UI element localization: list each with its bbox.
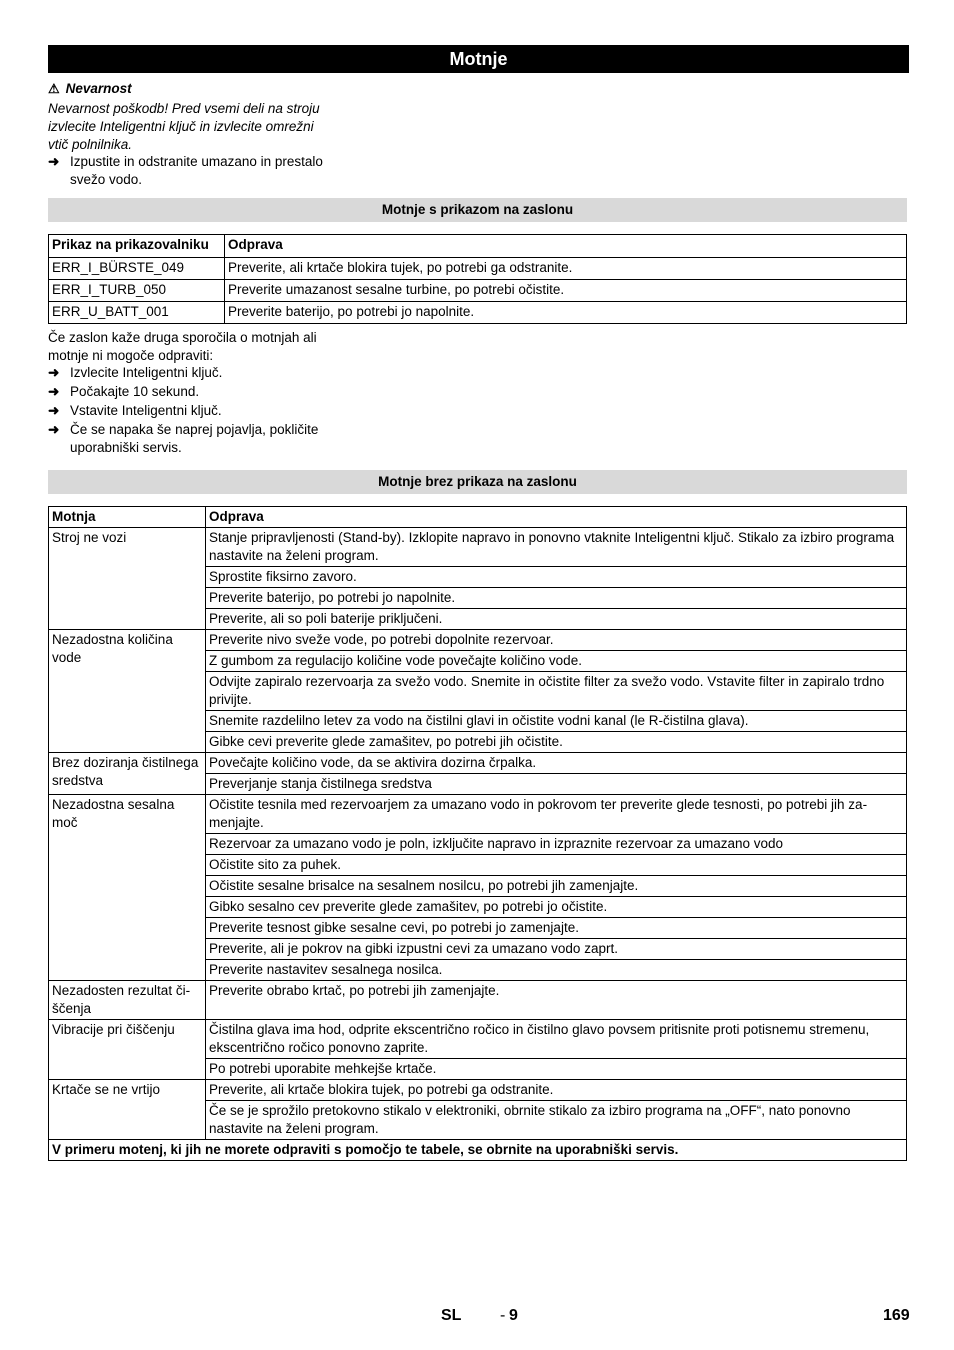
- fault-cell: Nezadostna sesalna moč: [49, 795, 206, 981]
- page-title: Motnje: [48, 45, 909, 73]
- table-cell: Preverite umazanost sesalne turbine, po potrebi očistite.: [225, 280, 907, 302]
- fix-cell: Z gumbom za regulacijo količine vode povečajte količino vode.: [206, 651, 907, 672]
- fix-cell: Preverite nastavitev sesalnega nosilca.: [206, 960, 907, 981]
- table-cell: ERR_I_TURB_050: [49, 280, 225, 302]
- table-header: Prikaz na prikazovalniku: [49, 235, 225, 258]
- fix-cell: Rezervoar za umazano vodo je poln, izključite napravo in izpraznite rezervoar za umazano vodo: [206, 834, 907, 855]
- table-header: Odprava: [225, 235, 907, 258]
- fix-cell: Čistilna glava ima hod, odprite ekscentrično ročico in čistilno glavo povsem pritisnite proti potisnemu stremenu, ekscentrično ročico ponovno zaprite.: [206, 1020, 907, 1059]
- footer-separator: -: [500, 1307, 506, 1324]
- warning-text: Nevarnost poškodb! Pred vsemi deli na stroju izvlecite Inteligentni ključ in izvlecite omrežni vtič polnilnika.: [48, 101, 320, 152]
- fix-cell: Preverite, ali so poli baterije priključeni.: [206, 609, 907, 630]
- middle-steps: [48, 364, 328, 457]
- table-header: Odprava: [206, 507, 907, 528]
- fix-cell: Preverjanje stanja čistilnega sredstva: [206, 774, 907, 795]
- table-cell: Preverite, ali krtače blokira tujek, po potrebi ga odstranite.: [225, 258, 907, 280]
- list-item: [48, 402, 328, 420]
- fix-cell: Gibko sesalno cev preverite glede zamašitev, po potrebi jo očistite.: [206, 897, 907, 918]
- fix-cell: Preverite tesnost gibke sesalne cevi, po potrebi jo zamenjajte.: [206, 918, 907, 939]
- fix-cell: Odvijte zapiralo rezervoarja za svežo vodo. Snemite in očistite filter za svežo vodo. Vstavite filter in zapiralo trdno privijte.: [206, 672, 907, 711]
- arrow-right-icon: ➜: [48, 365, 60, 380]
- list-item: [48, 364, 328, 382]
- fault-cell: Nezadosten rezultat čiščenja: [49, 981, 206, 1020]
- fix-cell: Če se je sprožilo pretokovno stikalo v elektroniki, obrnite stikalo za izbiro programa na „OFF“, nato ponovno nastavite na želeni program.: [206, 1101, 907, 1140]
- table-cell: Preverite baterijo, po potrebi jo napolnite.: [225, 302, 907, 324]
- fault-cell: Nezadostna količina vode: [49, 630, 206, 753]
- table-cell: ERR_U_BATT_001: [49, 302, 225, 324]
- footer-local-page: 9: [509, 1307, 518, 1324]
- warning-triangle-icon: ⚠: [48, 81, 60, 96]
- footer-language: SL: [441, 1307, 462, 1324]
- arrow-right-icon: ➜: [48, 384, 60, 399]
- arrow-right-icon: ➜: [48, 403, 60, 418]
- fault-cell: Krtače se ne vrtijo: [49, 1080, 206, 1140]
- list-item: [48, 383, 328, 401]
- warning-title: [48, 80, 132, 98]
- arrow-right-icon: ➜: [48, 154, 60, 169]
- display-faults-table: [48, 234, 907, 324]
- fix-cell: Povečajte količino vode, da se aktivira dozirna črpalka.: [206, 753, 907, 774]
- table-cell: ERR_I_BÜRSTE_049: [49, 258, 225, 280]
- fix-cell: Preverite baterijo, po potrebi jo napolnite.: [206, 588, 907, 609]
- table-footer-note: V primeru motenj, ki jih ne morete odpraviti s pomočjo te tabele, se obrnite na uporabniški servis.: [49, 1140, 907, 1161]
- fix-cell: Preverite obrabo krtač, po potrebi jih zamenjajte.: [206, 981, 907, 1020]
- fault-cell: Stroj ne vozi: [49, 528, 206, 630]
- middle-intro: Če zaslon kaže druga sporočila o motnjah ali motnje ni mogoče odpraviti:: [48, 330, 317, 363]
- arrow-right-icon: ➜: [48, 422, 60, 437]
- fault-cell: Vibracije pri čiščenju: [49, 1020, 206, 1080]
- fix-cell: Preverite, ali krtače blokira tujek, po potrebi ga odstranite.: [206, 1080, 907, 1101]
- fix-cell: Po potrebi uporabite mehkejše krtače.: [206, 1059, 907, 1080]
- fix-cell: Preverite, ali je pokrov na gibki izpustni cevi za umazano vodo zaprt.: [206, 939, 907, 960]
- table-header: Motnja: [49, 507, 206, 528]
- section1-title: Motnje s prikazom na zaslonu: [48, 198, 907, 222]
- faults-table: [48, 506, 907, 1161]
- step-text: Če se napaka še naprej pojavlja, pokličite uporabniški servis.: [70, 422, 319, 455]
- warning-step: [48, 153, 350, 189]
- fix-cell: Sprostite fiksirno zavoro.: [206, 567, 907, 588]
- fix-cell: Očistite sesalne brisalce na sesalnem nosilcu, po potrebi jih zamenjajte.: [206, 876, 907, 897]
- step-text: Vstavite Inteligentni ključ.: [70, 403, 222, 418]
- page-number: 169: [883, 1307, 910, 1324]
- fix-cell: Očistite tesnila med rezervoarjem za umazano vodo in pokrovom ter preverite glede tesnosti, po potrebi jih zamenjajte.: [206, 795, 907, 834]
- section2-title: Motnje brez prikaza na zaslonu: [48, 470, 907, 494]
- warning-step-text: Izpustite in odstranite umazano in prestalo svežo vodo.: [70, 154, 323, 187]
- fix-cell: Preverite nivo sveže vode, po potrebi dopolnite rezervoar.: [206, 630, 907, 651]
- step-text: Izvlecite Inteligentni ključ.: [70, 365, 223, 380]
- warning-title-text: Nevarnost: [65, 81, 132, 96]
- fix-cell: Snemite razdelilno letev za vodo na čistilni glavi in očistite vodni kanal (le R-čistilna glava).: [206, 711, 907, 732]
- fix-cell: Gibke cevi preverite glede zamašitev, po potrebi jih očistite.: [206, 732, 907, 753]
- step-text: Počakajte 10 sekund.: [70, 384, 200, 399]
- fix-cell: Stanje pripravljenosti (Stand-by). Izklopite napravo in ponovno vtaknite Inteligentni ključ. Stikalo za izbiro programa nastavite na želeni program.: [206, 528, 907, 567]
- list-item: [48, 421, 328, 457]
- fault-cell: Brez doziranja čistilnega sredstva: [49, 753, 206, 795]
- fix-cell: Očistite sito za puhek.: [206, 855, 907, 876]
